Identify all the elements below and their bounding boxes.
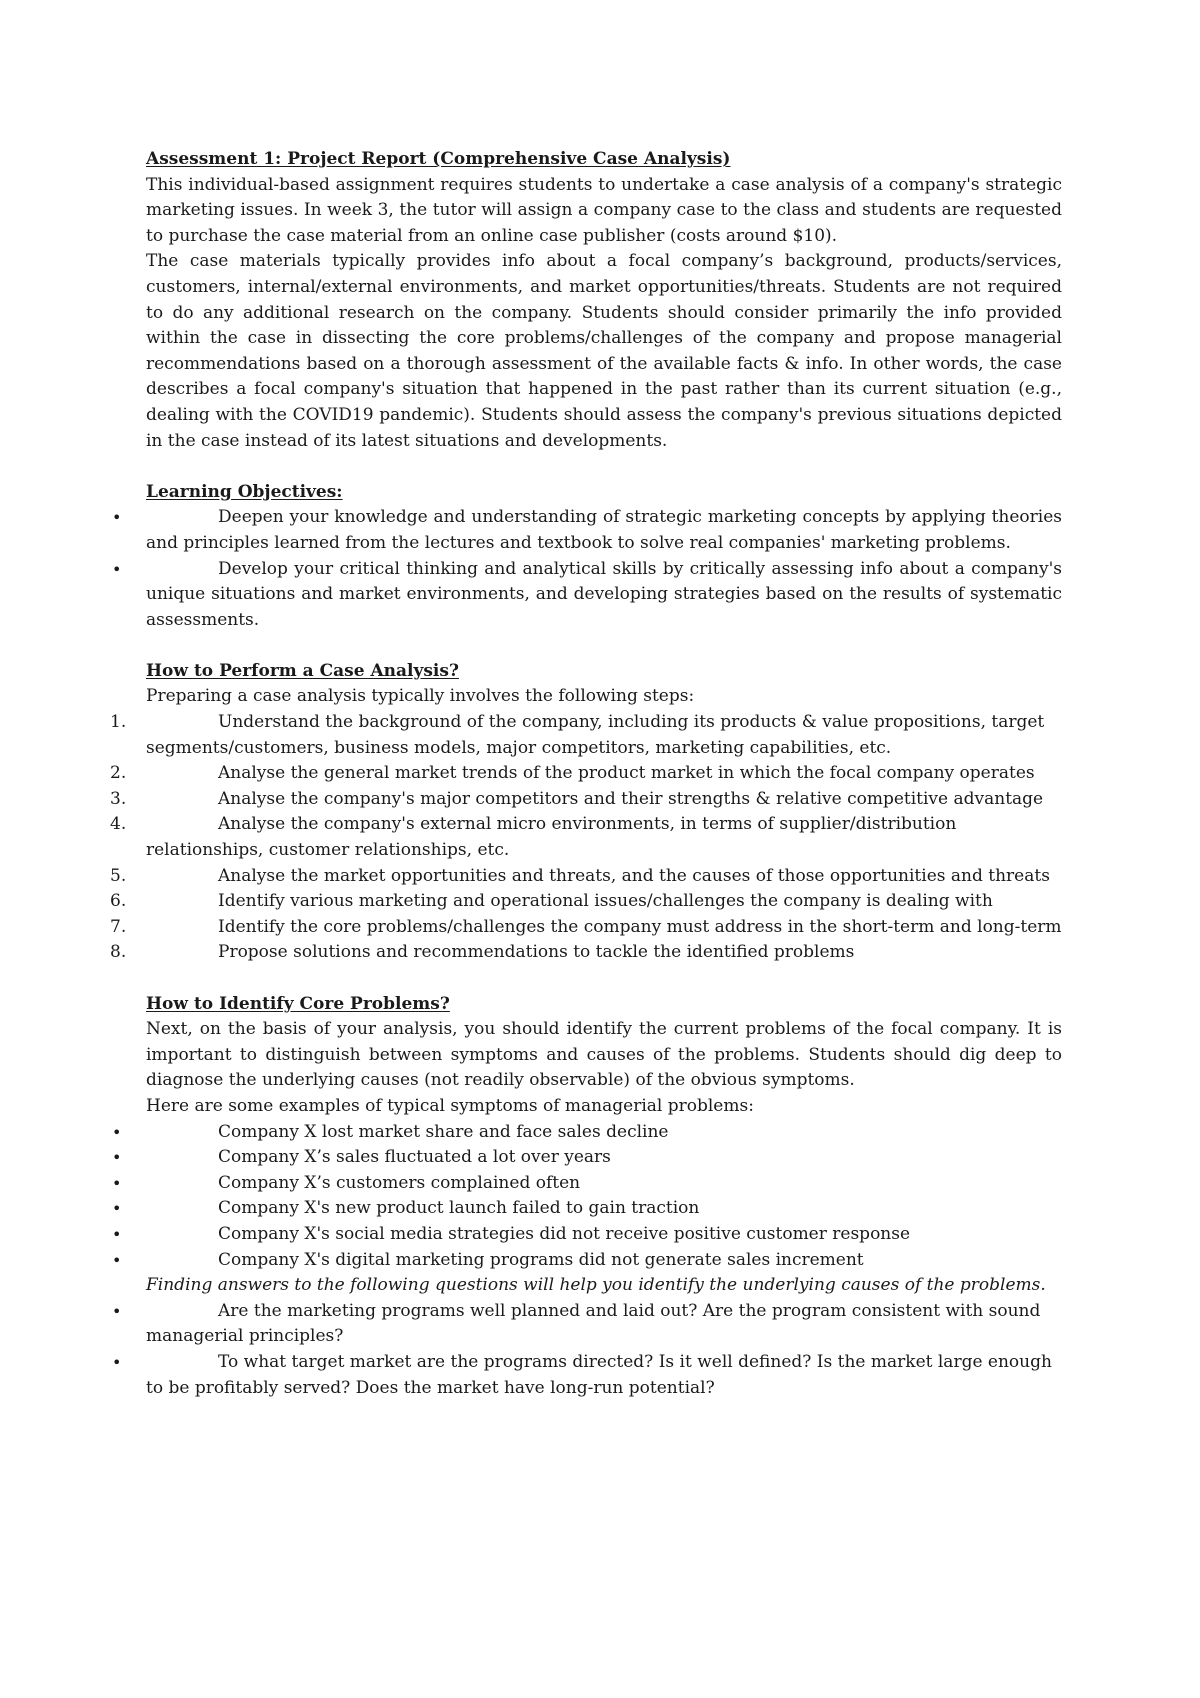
symptom-text: Company X's social media strategies did not receive positive customer response (218, 1223, 911, 1244)
list-item (112, 1222, 1062, 1248)
core-problems-paragraph: Next, on the basis of your analysis, you should identify the current problems of the focal company. It is important to distinguish between symptoms and causes of the problems. Students should dig deep to diagnose the underlying causes (not readily observable) of the obvious symptoms. (146, 1019, 1062, 1091)
list-item (112, 557, 1062, 634)
step-number: 8. (110, 942, 127, 963)
examples-intro: Here are some examples of typical symptoms of managerial problems: (146, 1095, 754, 1116)
learning-objectives-list (112, 505, 1062, 633)
symptom-text: Company X’s customers complained often (218, 1172, 581, 1193)
spacer (146, 966, 1062, 992)
step-text: Analyse the company's external micro environments, in terms of supplier/distribution relationships, customer relationships, etc. (146, 814, 957, 861)
bullet-icon: • (112, 1122, 122, 1142)
step-number: 2. (110, 763, 127, 784)
list-item (112, 1171, 1062, 1197)
symptom-text: Company X lost market share and face sales decline (218, 1121, 669, 1142)
list-item (110, 812, 1062, 863)
list-item (110, 761, 1062, 787)
intro-paragraph-2: The case materials typically provides info about a focal company’s background, products/services, customers, internal/external environments, and market opportunities/threats. Students are not required to do any additional research on the company. Students should consider primarily the info provided within the case in dissecting the core problems/challenges of the company and propose managerial recommendations based on a thorough assessment of the available facts & info. In other words, the case describes a focal company's situation that happened in the past rather than its current situation (e.g., dealing with the COVID19 pandemic). Students should assess the company's previous situations depicted in the case instead of its latest situations and developments. (146, 251, 1062, 451)
list-item (110, 787, 1062, 813)
step-text: Analyse the general market trends of the product market in which the focal company operates (218, 763, 1035, 784)
list-item (112, 1350, 1062, 1401)
list-item (110, 940, 1062, 966)
list-item (110, 889, 1062, 915)
step-number: 7. (110, 916, 127, 937)
step-number: 1. (110, 712, 127, 733)
core-problems-heading: How to Identify Core Problems? (146, 993, 450, 1014)
spacer (146, 633, 1062, 659)
step-number: 6. (110, 891, 127, 912)
list-item (112, 1120, 1062, 1146)
spacer (146, 454, 1062, 480)
step-number: 4. (110, 814, 127, 835)
symptom-text: Company X's new product launch failed to gain traction (218, 1198, 700, 1219)
symptom-text: Company X’s sales fluctuated a lot over years (218, 1147, 611, 1168)
bullet-icon: • (112, 1173, 122, 1193)
step-text: Analyse the company's major competitors and their strengths & relative competitive advantage (218, 788, 1044, 809)
bullet-icon: • (112, 1199, 122, 1219)
bullet-icon: • (112, 1301, 122, 1321)
step-text: Identify various marketing and operational issues/challenges the company is dealing with (218, 891, 993, 912)
question-text: To what target market are the programs directed? Is it well defined? Is the market large enough to be profitably served? Does the market have long-run potential? (146, 1351, 1052, 1398)
list-item-text: Develop your critical thinking and analytical skills by critically assessing info about a company's unique situations and market environments, and developing strategies based on the results of systematic assessments. (146, 558, 1062, 630)
step-text: Identify the core problems/challenges the company must address in the short-term and long-term (218, 916, 1062, 937)
step-number: 5. (110, 865, 127, 886)
italic-note: Finding answers to the following questions will help you identify the underlying causes of the problems. (146, 1275, 1046, 1296)
list-item (112, 1196, 1062, 1222)
perform-case-heading: How to Perform a Case Analysis? (146, 660, 459, 681)
intro-paragraph-1: This individual-based assignment requires students to undertake a case analysis of a company's strategic marketing issues. In week 3, the tutor will assign a company case to the class and students are requested to purchase the case material from an online case publisher (costs around $10). (146, 174, 1062, 246)
list-item (112, 1299, 1062, 1350)
steps-list (110, 710, 1062, 966)
list-item (110, 864, 1062, 890)
bullet-icon: • (112, 559, 122, 579)
perform-intro: Preparing a case analysis typically involves the following steps: (146, 686, 695, 707)
step-text: Analyse the market opportunities and threats, and the causes of those opportunities and threats (218, 865, 1050, 886)
list-item (112, 505, 1062, 556)
bullet-icon: • (112, 1148, 122, 1168)
list-item-text: Deepen your knowledge and understanding of strategic marketing concepts by applying theories and principles learned from the lectures and textbook to solve real companies' marketing problems. (146, 507, 1062, 553)
step-text: Propose solutions and recommendations to tackle the identified problems (218, 942, 855, 963)
step-number: 3. (110, 788, 127, 809)
list-item (110, 915, 1062, 941)
list-item (112, 1145, 1062, 1171)
symptom-text: Company X's digital marketing programs did not generate sales increment (218, 1249, 864, 1270)
bullet-icon: • (112, 1224, 122, 1244)
questions-list (112, 1299, 1062, 1401)
step-text: Understand the background of the company, including its products & value propositions, target segments/customers, business models, major competitors, marketing capabilities, etc. (146, 712, 1045, 758)
bullet-icon: • (112, 1352, 122, 1372)
learning-objectives-heading: Learning Objectives: (146, 481, 343, 502)
question-text: Are the marketing programs well planned and laid out? Are the program consistent with sound managerial principles? (146, 1300, 1041, 1347)
list-item (110, 710, 1062, 761)
bullet-icon: • (112, 1250, 122, 1270)
document-page (110, 147, 1062, 1401)
bullet-icon: • (112, 508, 122, 528)
symptoms-list (112, 1120, 1062, 1274)
assessment-title: Assessment 1: Project Report (Comprehensive Case Analysis) (146, 149, 731, 169)
list-item (112, 1248, 1062, 1274)
